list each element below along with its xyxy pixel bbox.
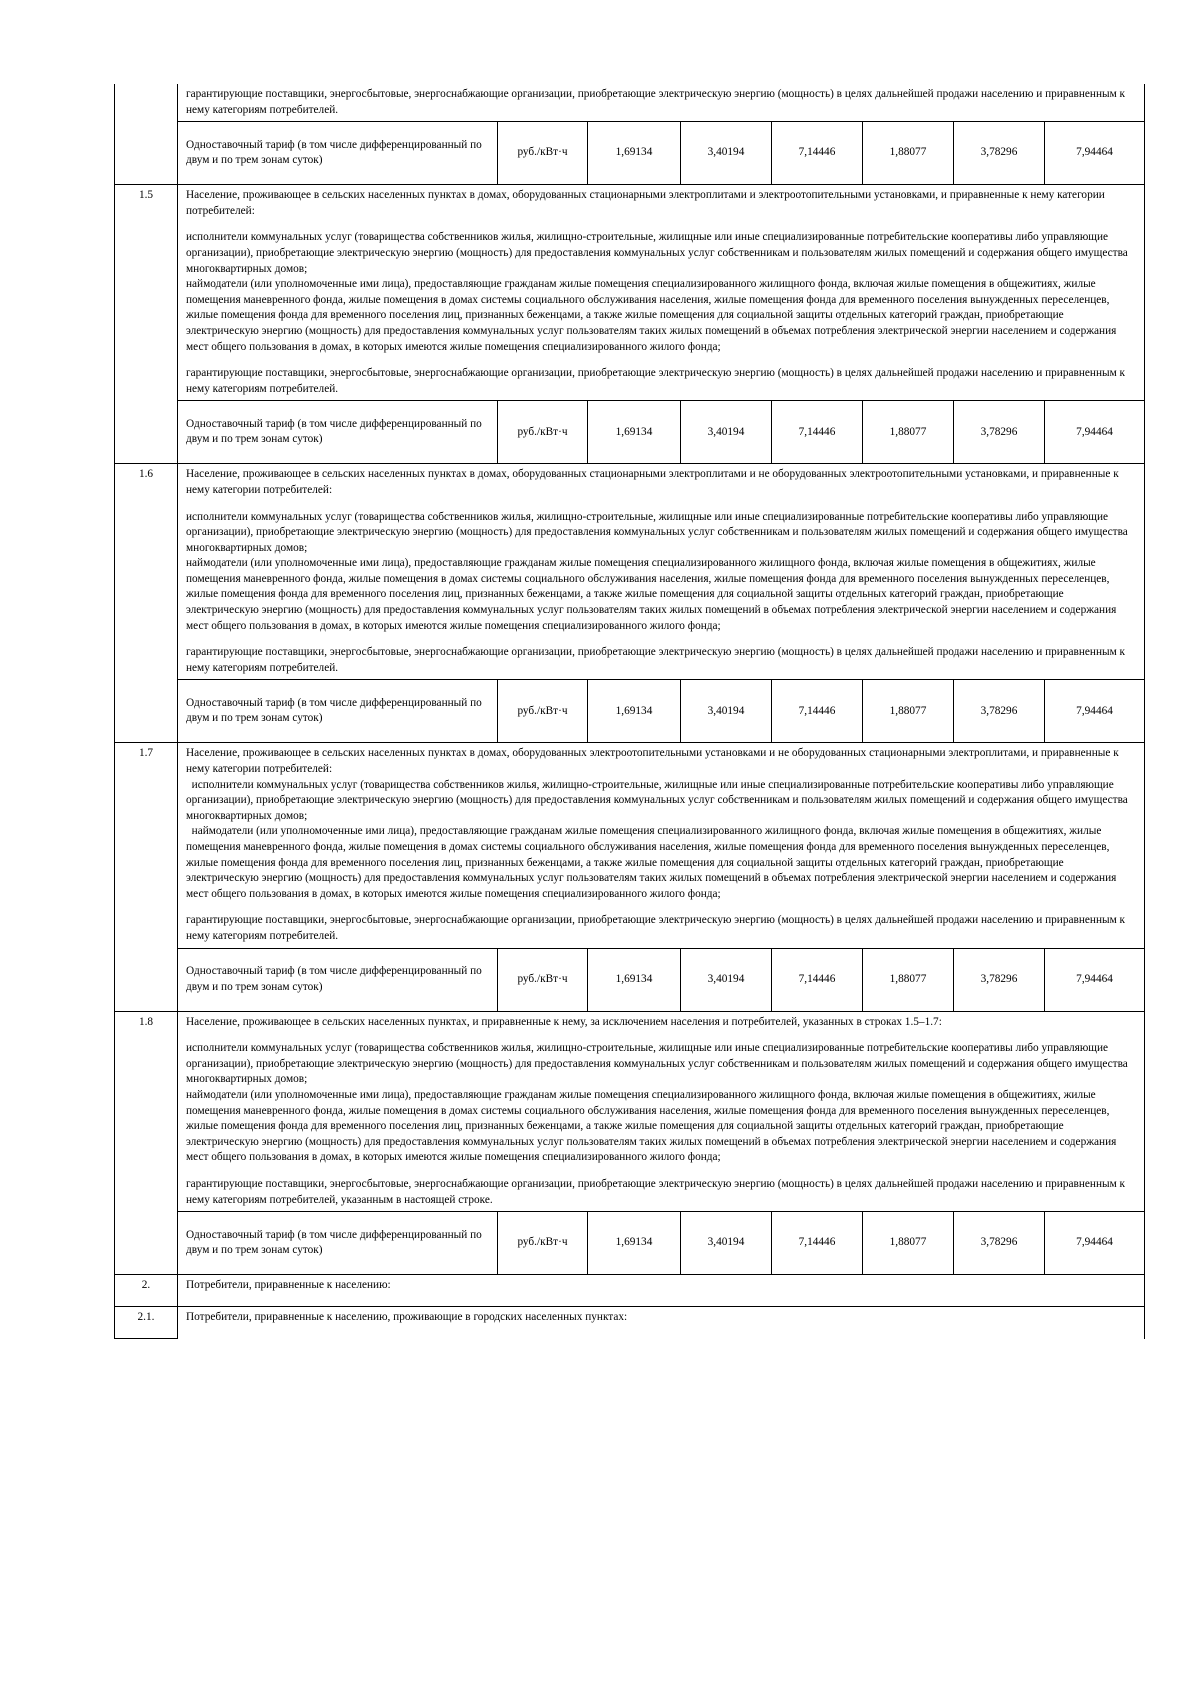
tariff-value: 1,69134 (588, 948, 681, 1011)
tariff-table (114, 84, 1145, 1339)
table-row (115, 1307, 1145, 1339)
row-number: 1.6 (115, 464, 178, 743)
tariff-value: 3,40194 (681, 122, 772, 185)
tariff-name: Одноставочный тариф (в том числе дифференцированный по двум и по трем зонам суток) (178, 948, 498, 1011)
paragraph: гарантирующие поставщики, энергосбытовые, энергоснабжающие организации, приобретающие электрическую энергию (мощность) в целях дальнейшей продажи населению и приравненным к нему категориям потребителей. (186, 88, 1128, 116)
tariff-value: 7,94464 (1045, 680, 1145, 743)
row-description: Потребители, приравненные к населению: (178, 1275, 1145, 1307)
paragraph: наймодатели (или уполномоченные ими лица), предоставляющие гражданам жилые помещения специализированного жилищного фонда, включая жилые помещения в общежитиях, жилые помещения маневренного фонда, жилые помещения в домах системы социального обслуживания населения, жилые помещения фонда для временного поселения вынужденных переселенцев, жилые помещения фонда для временного поселения лиц, признанных беженцами, а также жилые помещения для социальной защиты отдельных категорий граждан, приобретающие электрическую энергию (мощность) для предоставления коммунальных услуг пользователям таких жилых помещений в объемах потребления электрической энергии населением и содержания мест общего пользования в домах, в которых имеются жилые помещения специализированного жилого фонда; (186, 557, 1120, 632)
paragraph: исполнители коммунальных услуг (товарищества собственников жилья, жилищно-строительные, жилищные или иные специализированные потребительские кооперативы либо управляющие организации), приобретающие электрическую энергию (мощность) для предоставления коммунальных услуг собственникам и пользователям жилых помещений и содержания общего имущества многоквартирных домов; (186, 778, 1131, 822)
paragraph: наймодатели (или уполномоченные ими лица), предоставляющие гражданам жилые помещения специализированного жилищного фонда, включая жилые помещения в общежитиях, жилые помещения маневренного фонда, жилые помещения в домах системы социального обслуживания населения, жилые помещения фонда для временного поселения вынужденных переселенцев, жилые помещения фонда для временного поселения лиц, признанных беженцами, а также жилые помещения для социальной защиты отдельных категорий граждан, приобретающие электрическую энергию (мощность) для предоставления коммунальных услуг пользователям таких жилых помещений в объемах потребления электрической энергии населением и содержания мест общего пользования в домах, в которых имеются жилые помещения специализированного жилого фонда; (186, 1088, 1120, 1164)
tariff-value: 1,69134 (588, 122, 681, 185)
section-title: Население, проживающее в сельских населенных пунктах, и приравненные к нему, за исключением населения и потребителей, указанных в строках 1.5–1.7: (186, 1015, 942, 1028)
tariff-row (115, 401, 1145, 464)
paragraph: гарантирующие поставщики, энергосбытовые, энергоснабжающие организации, приобретающие электрическую энергию (мощность) в целях дальнейшей продажи населению и приравненным к нему категориям потребителей. (186, 646, 1128, 674)
tariff-value: 1,69134 (588, 680, 681, 743)
tariff-value: 7,94464 (1045, 1212, 1145, 1275)
tariff-unit: руб./кВт·ч (498, 401, 588, 464)
tariff-table-page (114, 84, 1144, 1339)
tariff-value: 1,69134 (588, 401, 681, 464)
tariff-value: 7,94464 (1045, 401, 1145, 464)
table-row (115, 84, 1145, 122)
row-number: 2. (115, 1275, 178, 1307)
table-row (115, 185, 1145, 401)
tariff-value: 3,78296 (954, 1212, 1045, 1275)
tariff-value: 3,78296 (954, 948, 1045, 1011)
row-number: 2.1. (115, 1307, 178, 1339)
tariff-value: 3,40194 (681, 948, 772, 1011)
tariff-value: 7,94464 (1045, 122, 1145, 185)
tariff-name: Одноставочный тариф (в том числе дифференцированный по двум и по трем зонам суток) (178, 122, 498, 185)
tariff-unit: руб./кВт·ч (498, 948, 588, 1011)
paragraph: исполнители коммунальных услуг (товарищества собственников жилья, жилищно-строительные, жилищные или иные специализированные потребительские кооперативы либо управляющие организации), приобретающие электрическую энергию (мощность) для предоставления коммунальных услуг собственникам и пользователям жилых помещений и содержания общего имущества многоквартирных домов; (186, 1042, 1131, 1086)
tariff-unit: руб./кВт·ч (498, 680, 588, 743)
tariff-value: 3,40194 (681, 1212, 772, 1275)
tariff-row (115, 680, 1145, 743)
paragraph: гарантирующие поставщики, энергосбытовые, энергоснабжающие организации, приобретающие электрическую энергию (мощность) в целях дальнейшей продажи населению и приравненным к нему категориям потребителей, указанным в настоящей строке. (186, 1177, 1128, 1206)
tariff-value: 3,40194 (681, 680, 772, 743)
row-description: Потребители, приравненные к населению, проживающие в городских населенных пунктах: (178, 1307, 1145, 1339)
paragraph: наймодатели (или уполномоченные ими лица), предоставляющие гражданам жилые помещения специализированного жилищного фонда, включая жилые помещения в общежитиях, жилые помещения маневренного фонда, жилые помещения в домах системы социального обслуживания населения, жилые помещения фонда для временного поселения вынужденных переселенцев, жилые помещения фонда для временного поселения лиц, признанных беженцами, а также жилые помещения для социальной защиты отдельных категорий граждан, приобретающие электрическую энергию (мощность) для предоставления коммунальных услуг пользователям таких жилых помещений в объемах потребления электрической энергии населением и содержания мест общего пользования в домах, в которых имеются жилые помещения специализированного жилого фонда; (186, 825, 1120, 900)
row-description (178, 464, 1145, 680)
row-number: 1.5 (115, 185, 178, 464)
tariff-value: 7,94464 (1045, 948, 1145, 1011)
row-number-cell (115, 84, 178, 185)
tariff-value: 7,14446 (772, 680, 863, 743)
row-description (178, 743, 1145, 948)
paragraph: исполнители коммунальных услуг (товарищества собственников жилья, жилищно-строительные, жилищные или иные специализированные потребительские кооперативы либо управляющие организации), приобретающие электрическую энергию (мощность) для предоставления коммунальных услуг собственникам и пользователям жилых помещений и содержания общего имущества многоквартирных домов; (186, 510, 1131, 554)
tariff-value: 7,14446 (772, 948, 863, 1011)
tariff-value: 3,78296 (954, 680, 1045, 743)
row-description (178, 185, 1145, 401)
tariff-value: 1,88077 (863, 122, 954, 185)
section-title: Население, проживающее в сельских населенных пунктах в домах, оборудованных стационарными электроплитами и не оборудованных электроотопительными установками, и приравненные к нему категории потребителей: (186, 468, 1122, 496)
tariff-row (115, 948, 1145, 1011)
tariff-value: 1,88077 (863, 948, 954, 1011)
paragraph: гарантирующие поставщики, энергосбытовые, энергоснабжающие организации, приобретающие электрическую энергию (мощность) в целях дальнейшей продажи населению и приравненным к нему категориям потребителей. (186, 367, 1128, 395)
tariff-name: Одноставочный тариф (в том числе дифференцированный по двум и по трем зонам суток) (178, 401, 498, 464)
tariff-row (115, 122, 1145, 185)
paragraph: наймодатели (или уполномоченные ими лица), предоставляющие гражданам жилые помещения специализированного жилищного фонда, включая жилые помещения в общежитиях, жилые помещения маневренного фонда, жилые помещения в домах системы социального обслуживания населения, жилые помещения фонда для временного поселения вынужденных переселенцев, жилые помещения фонда для временного поселения лиц, признанных беженцами, а также жилые помещения для социальной защиты отдельных категорий граждан, приобретающие электрическую энергию (мощность) для предоставления коммунальных услуг пользователям таких жилых помещений в объемах потребления электрической энергии населением и содержания мест общего пользования в домах, в которых имеются жилые помещения специализированного жилого фонда; (186, 278, 1120, 353)
tariff-value: 7,14446 (772, 1212, 863, 1275)
tariff-value: 1,88077 (863, 1212, 954, 1275)
row-number: 1.8 (115, 1011, 178, 1275)
row-number: 1.7 (115, 743, 178, 1011)
table-row (115, 743, 1145, 948)
tariff-value: 7,14446 (772, 122, 863, 185)
tariff-name: Одноставочный тариф (в том числе дифференцированный по двум и по трем зонам суток) (178, 1212, 498, 1275)
tariff-value: 3,78296 (954, 122, 1045, 185)
row-description (178, 84, 1145, 122)
tariff-value: 7,14446 (772, 401, 863, 464)
tariff-row (115, 1212, 1145, 1275)
table-row (115, 1011, 1145, 1212)
paragraph: исполнители коммунальных услуг (товарищества собственников жилья, жилищно-строительные, жилищные или иные специализированные потребительские кооперативы либо управляющие организации), приобретающие электрическую энергию (мощность) для предоставления коммунальных услуг собственникам и пользователям жилых помещений и содержания общего имущества многоквартирных домов; (186, 231, 1131, 275)
tariff-value: 3,78296 (954, 401, 1045, 464)
tariff-unit: руб./кВт·ч (498, 122, 588, 185)
row-description (178, 1011, 1145, 1212)
paragraph: гарантирующие поставщики, энергосбытовые, энергоснабжающие организации, приобретающие электрическую энергию (мощность) в целях дальнейшей продажи населению и приравненным к нему категориям потребителей. (186, 914, 1128, 942)
table-row (115, 464, 1145, 680)
tariff-value: 3,40194 (681, 401, 772, 464)
tariff-value: 1,88077 (863, 401, 954, 464)
tariff-value: 1,69134 (588, 1212, 681, 1275)
tariff-unit: руб./кВт·ч (498, 1212, 588, 1275)
tariff-name: Одноставочный тариф (в том числе дифференцированный по двум и по трем зонам суток) (178, 680, 498, 743)
tariff-value: 1,88077 (863, 680, 954, 743)
section-title: Население, проживающее в сельских населенных пунктах в домах, оборудованных стационарными электроплитами и электроотопительными установками, и приравненные к нему категории потребителей: (186, 189, 1108, 217)
table-row (115, 1275, 1145, 1307)
section-title: Население, проживающее в сельских населенных пунктах в домах, оборудованных электроотопительными установками и не оборудованных стационарными электроплитами, и приравненные к нему категории потребителей: (186, 747, 1122, 776)
